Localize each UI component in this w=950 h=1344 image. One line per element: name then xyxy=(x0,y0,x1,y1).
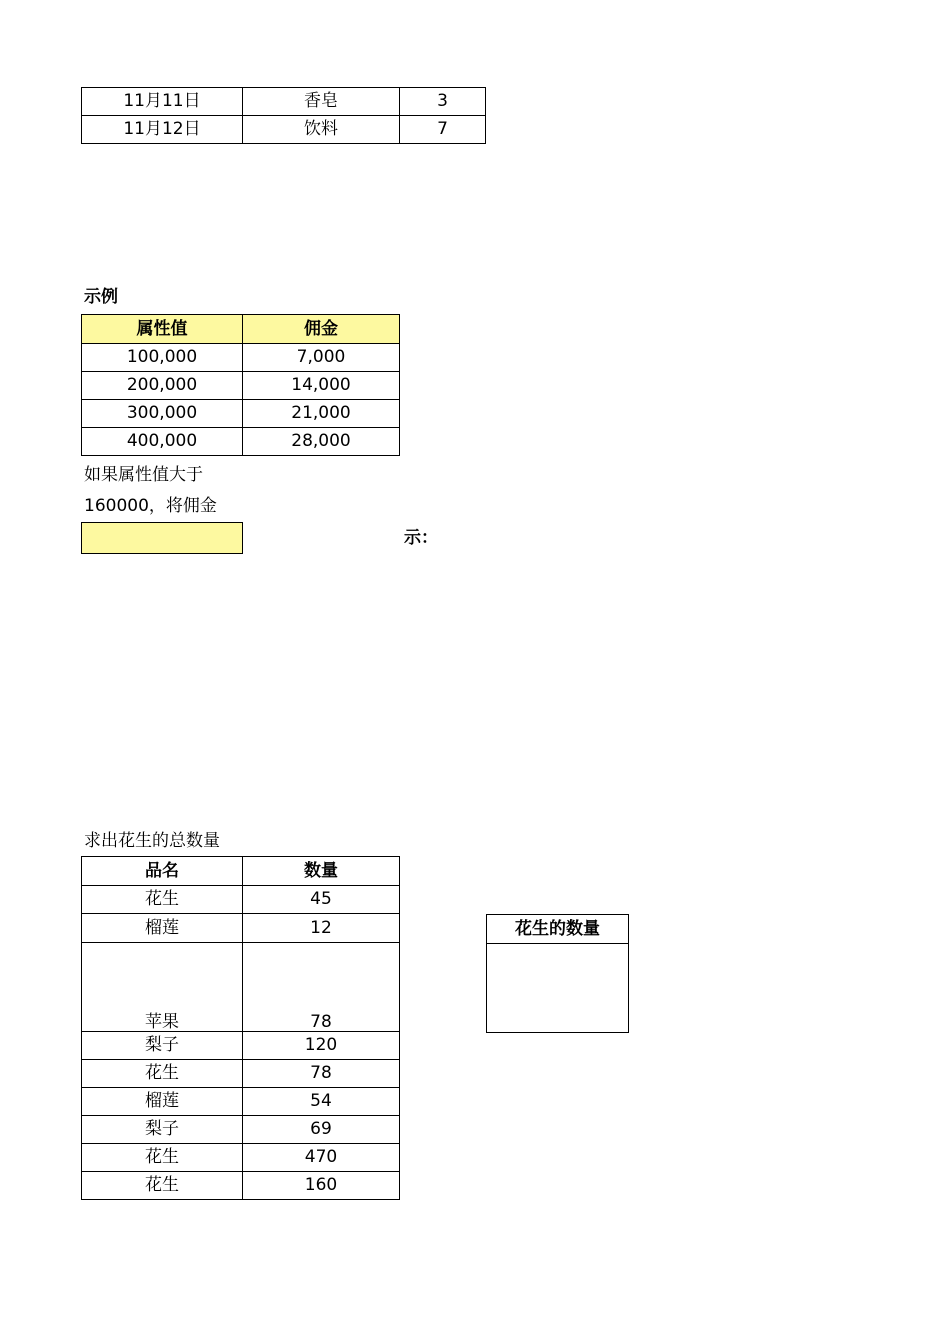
commission-cell[interactable]: 14,000 xyxy=(243,372,400,400)
commission-note: 160000，将佣金 xyxy=(84,496,217,516)
header-quantity[interactable]: 数量 xyxy=(243,857,400,886)
commission-table xyxy=(81,314,400,456)
table-row xyxy=(82,400,400,428)
top-sales-table xyxy=(81,87,486,144)
result-row xyxy=(487,944,629,1033)
property-cell[interactable]: 100,000 xyxy=(82,344,243,372)
property-cell[interactable]: 300,000 xyxy=(82,400,243,428)
product-table xyxy=(81,856,400,1200)
header-row xyxy=(487,915,629,944)
product-cell[interactable]: 榴莲 xyxy=(82,914,243,943)
product-cell[interactable]: 花生 xyxy=(82,1144,243,1172)
property-cell[interactable]: 200,000 xyxy=(82,372,243,400)
clipped-note: 如果属性值大于 xyxy=(84,465,203,485)
quantity-cell[interactable]: 45 xyxy=(243,886,400,914)
quantity-cell[interactable]: 78 xyxy=(243,943,400,1032)
commission-cell[interactable]: 21,000 xyxy=(243,400,400,428)
table-row xyxy=(82,1032,400,1060)
table-row xyxy=(82,1172,400,1200)
table-row xyxy=(82,1060,400,1088)
date-cell[interactable]: 11月11日 xyxy=(82,88,243,116)
product-cell[interactable]: 花生 xyxy=(82,886,243,914)
product-cell[interactable]: 花生 xyxy=(82,1172,243,1200)
product-cell[interactable]: 榴莲 xyxy=(82,1088,243,1116)
table-row xyxy=(82,372,400,400)
table-row xyxy=(82,1088,400,1116)
header-product-name[interactable]: 品名 xyxy=(82,857,243,886)
header-row xyxy=(82,315,400,344)
quantity-cell[interactable]: 470 xyxy=(243,1144,400,1172)
qty-cell[interactable]: 7 xyxy=(400,116,486,144)
quantity-cell[interactable]: 69 xyxy=(243,1116,400,1144)
quantity-cell[interactable]: 78 xyxy=(243,1060,400,1088)
commission-input-cell[interactable] xyxy=(81,522,243,554)
qty-cell[interactable]: 3 xyxy=(400,88,486,116)
peanut-instruction: 求出花生的总数量 xyxy=(84,831,220,851)
quantity-cell[interactable]: 12 xyxy=(243,914,400,943)
product-cell[interactable]: 苹果 xyxy=(82,943,243,1032)
header-peanut-count[interactable]: 花生的数量 xyxy=(487,915,629,944)
date-cell[interactable]: 11月12日 xyxy=(82,116,243,144)
header-property-value[interactable]: 属性值 xyxy=(82,315,243,344)
table-row xyxy=(82,116,486,144)
quantity-cell[interactable]: 160 xyxy=(243,1172,400,1200)
item-cell[interactable]: 香皂 xyxy=(243,88,400,116)
peanut-count-cell[interactable] xyxy=(487,944,629,1033)
table-row xyxy=(82,914,400,943)
table-row xyxy=(82,1116,400,1144)
table-row xyxy=(82,1144,400,1172)
item-cell[interactable]: 饮料 xyxy=(243,116,400,144)
product-cell[interactable]: 花生 xyxy=(82,1060,243,1088)
product-cell[interactable]: 梨子 xyxy=(82,1116,243,1144)
peanut-result-table xyxy=(486,914,629,1033)
quantity-cell[interactable]: 120 xyxy=(243,1032,400,1060)
property-cell[interactable]: 400,000 xyxy=(82,428,243,456)
example-title: 示例 xyxy=(84,287,118,307)
side-label: 示： xyxy=(404,528,438,548)
table-row xyxy=(82,428,400,456)
product-cell[interactable]: 梨子 xyxy=(82,1032,243,1060)
table-row xyxy=(82,344,400,372)
table-row xyxy=(82,943,400,1032)
commission-cell[interactable]: 28,000 xyxy=(243,428,400,456)
header-commission[interactable]: 佣金 xyxy=(243,315,400,344)
header-row xyxy=(82,857,400,886)
table-row xyxy=(82,88,486,116)
commission-cell[interactable]: 7,000 xyxy=(243,344,400,372)
table-row xyxy=(82,886,400,914)
quantity-cell[interactable]: 54 xyxy=(243,1088,400,1116)
